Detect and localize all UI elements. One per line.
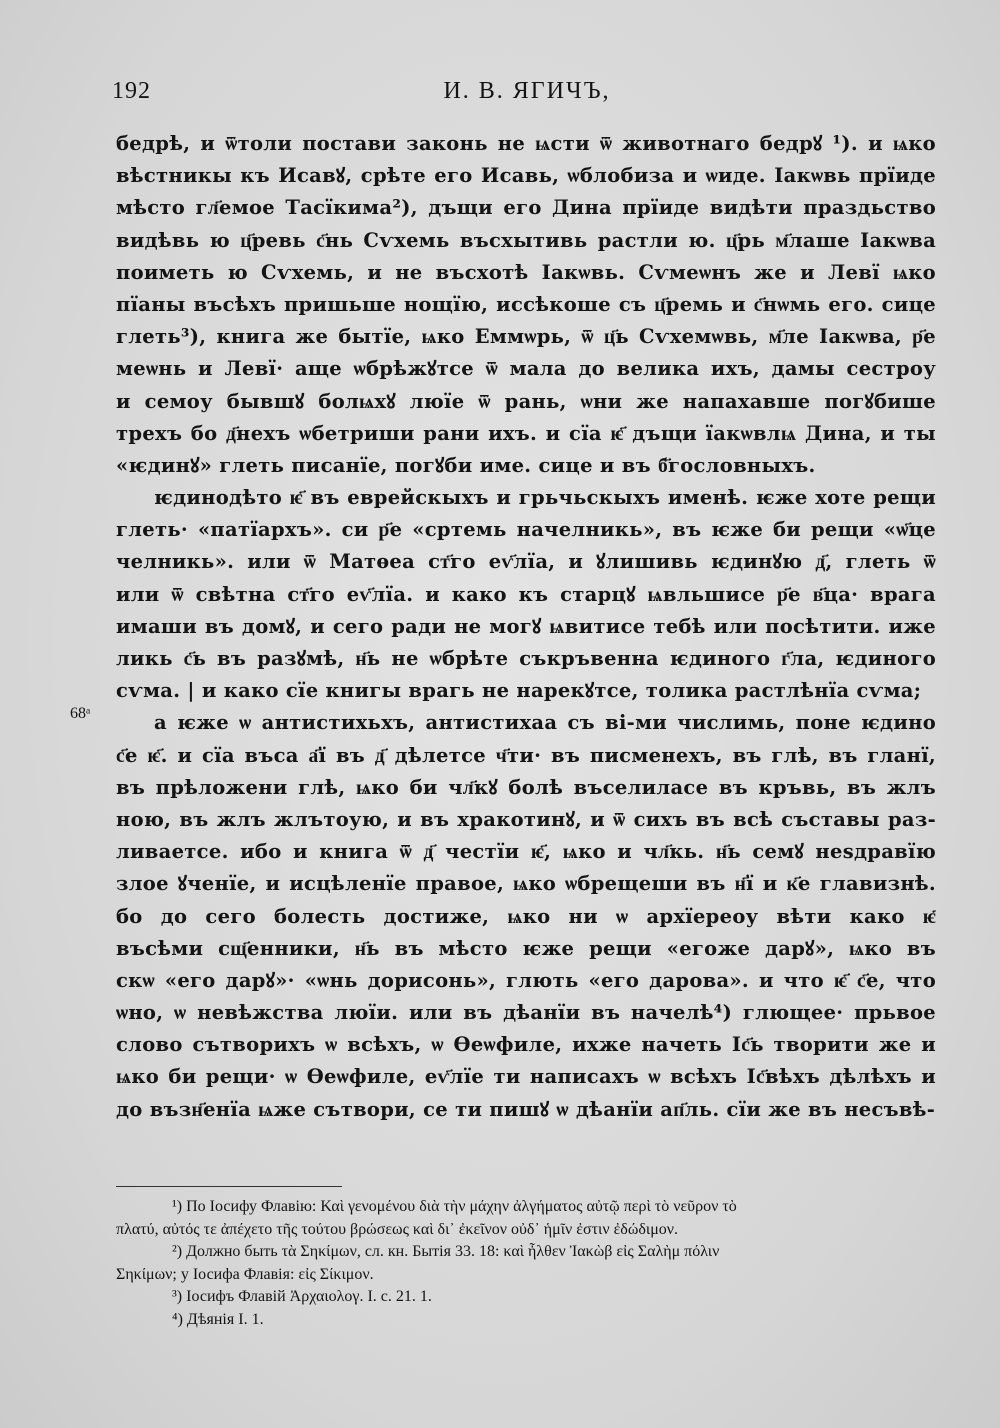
footnote-line: ⁴) Дѣянія I. 1. [172, 1310, 264, 1328]
footnote-line: ¹) По Іосифу Флавію: Καὶ γενομένου διὰ τὴν μάχην ἀλγήματος αὐτῷ περὶ τὸ νεῦρον τὸ [172, 1198, 737, 1215]
text-line: трехъ бо д҃нехъ ѡбетриши рани ихъ. и сїа ѥ҃ дъщи їакѡвлѩ Дина, и ты [116, 421, 936, 445]
text-line: пїаны въсѣхъ пришьше нощїю, иссѣкоше съ ц҃ремь и с҃нѡмь его. сице [116, 292, 936, 316]
page-number: 192 [112, 78, 151, 104]
text-line: «ѥдинꙋ» глеть писанїе, погꙋби име. сице и въ б҃гословныхъ. [116, 453, 816, 477]
text-line: глеть· «патїархъ». си р҃е «сртемь начелникь», въ ѥже би рещи «ѡ҃це [116, 518, 936, 542]
footnote-line: πλατύ, αὐτός τε ἀπέχετο τῆς τούτου βρώσεως καὶ δι᾽ ἐκεῖνον οὐδ᾽ ἡμῖν ἐστιν ἐδώδιμον. [116, 1220, 679, 1238]
text-line: бедрѣ, и ѿтоли постави законь не ѩсти ѿ животнаго бедрꙋ ¹). и ѩко [116, 132, 936, 155]
text-line: до възн҃енїа ѩже сътвори, се ти пишꙋ ѡ дѣанїи ап҃ль. сїи же въ несъвѣ- [116, 1097, 936, 1121]
text-line: меѡнь и Левї· аще ѡбрѣжꙋтсе ѿ мала до велика ихъ, дамы сестроу [116, 357, 936, 381]
text-line: ливаетсе. ибо и книга ѿ д҃ честїи ѥ҃, ѩко и чл҃кь. н҃ь семꙋ неѕдравїю [116, 840, 936, 864]
text-line: имаши въ домꙋ, и сего ради не могꙋ ѩвитисе тебѣ или посѣтити. иже [116, 614, 936, 638]
footnotes-block [116, 1196, 936, 1331]
text-line: ѥдинодѣто ѥ҃ въ еврейскыхъ и грьчьскыхъ именѣ. ѥже хоте рещи [154, 486, 936, 510]
text-line: и семоу бывшꙋ болѩхꙋ люїе ѿ рань, ѡни же напахавше погꙋбише [116, 389, 936, 413]
text-line: или ѿ свѣтна ст҃го еѵ҃лїа. и како къ старцꙋ ѩвльшисе р҃е в҃ца· врага [116, 582, 936, 606]
text-line: мѣсто гл҃емое Тасїкима²), дъщи его Дина прїиде видѣти праздьство [116, 196, 936, 220]
running-title: И. В. ЯГИЧЪ, [443, 78, 611, 104]
text-line: ѩко би рещи· ѡ Ѳеѡфиле, еѵ҃лїе ти написахъ ѡ всѣхъ Іс҃вѣхъ дѣлѣхъ и [116, 1065, 936, 1089]
text-line: въ прѣложени глѣ, ѩко би чл҃кꙋ болѣ въселиласе въ кръвь, въ жлъ [116, 775, 936, 799]
footnote-line: ²) Должно быть τὰ Σηκίμων, сл. кн. Бытія 33. 18: καὶ ἦλθεν Ἰακὼβ εἰς Σαλὴμ πόλιν [172, 1243, 720, 1260]
text-line: ною, въ жлъ жлътоую, и въ хракотинꙋ, и ѿ сихъ въ всѣ съставы раз- [116, 807, 936, 831]
text-line: а ѥже ѡ антистихьхъ, антистихаа съ ві-ми числимь, поне ѥдино [154, 711, 936, 735]
text-line: поиметь ю Сѵхемь, и не въсхотѣ Іакѡвь. Сѵмеѡнъ же и Левї ѩко [116, 260, 936, 284]
footnote-divider [116, 1186, 342, 1187]
footnote-line: ³) Іосифъ Флавій Ἀρχαιολογ. I. c. 21. 1. [172, 1288, 432, 1305]
text-line: злое ꙋченїе, и исцѣленїе правое, ѩко ѡбрещеши въ н҃ї и к҃е главизнѣ. [116, 872, 936, 896]
text-line: глеть³), книга же бытїе, ѩко Еммѡрь, ѿ ц҃ь Сѵхемѡвь, м҃ле Іакѡва, р҃е [116, 325, 936, 349]
text-line: ликь с҃ь въ разꙋмѣ, н҃ь не ѡбрѣте съкръвенна ѥдиного г҃ла, ѥдиного [116, 647, 936, 670]
margin-folio-note: 68ᵃ [70, 705, 91, 722]
text-line: сѵма. | и како сїе книгы врагь не нарекꙋтсе, толика растлѣнїа сѵма; [116, 679, 922, 703]
text-line: бо до сего болесть достиже, ѩко ни ѡ архїереоу вѣти како ѥ҃ [116, 904, 936, 928]
running-head [112, 78, 942, 114]
text-line: скѡ «его дарꙋ»· «ѡнь дорисонь», глють «его дарова». и что ѥ҃ с҃е, что [116, 968, 936, 992]
text-line: видѣвь ю ц҃ревь с҃нь Сѵхемь въсхытивь растли ю. ц҃рь м҃лаше Іакѡва [116, 228, 936, 252]
main-text-block [116, 128, 936, 1126]
text-line: въсѣми сщ҃енники, н҃ь въ мѣсто ѥже рещи «егоже дарꙋ», ѩко въ [116, 936, 936, 960]
text-line: слово сътворихъ ѡ всѣхъ, ѡ Ѳеѡфиле, ихже начеть Іс҃ь творити же и [116, 1033, 936, 1057]
text-line: ѡно, ѡ невѣжства люїи. или въ дѣанїи въ начелѣ⁴) глющее· прьвое [116, 1001, 936, 1025]
text-line: вѣстникы къ Исавꙋ, срѣте его Исавь, ѡблобиза и ѡиде. Іакѡвь прїиде [116, 164, 936, 188]
text-line: челникь». или ѿ Матѳеа ст҃го еѵ҃лїа, и ꙋлишивь ѥдинꙋю д҃, глеть ѿ [116, 550, 936, 574]
footnote-line: Σηκίμων; у Іосифа Флавія: εἰς Σίκιμον. [116, 1265, 374, 1283]
text-line: с҃е ѥ҃. и сїа въса а҃ї въ д҃ дѣлетсе ч҃ти· въ писменехъ, въ глѣ, въ гланї, [116, 743, 936, 767]
